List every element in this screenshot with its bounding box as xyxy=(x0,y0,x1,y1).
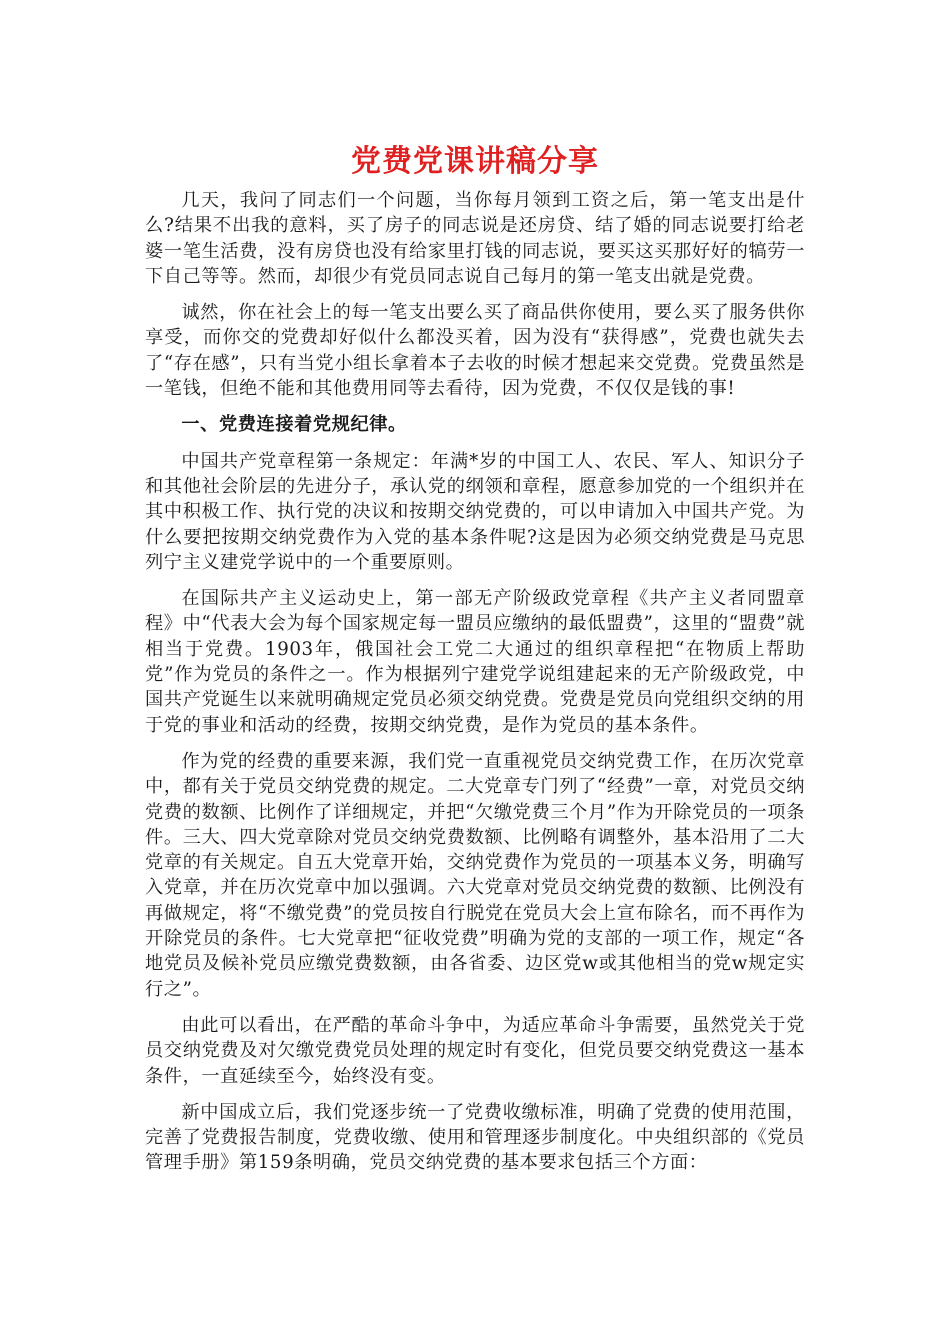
intro-paragraph-1: 几天，我问了同志们一个问题，当你每月领到工资之后，第一笔支出是什么?结果不出我的意料，买了房子的同志说是还房贷、结了婚的同志说要打给老婆一笔生活费，没有房贷也没有给家里打钱的同志说，要买这买那好好的犒劳一下自己等等。然而，却很少有党员同志说自己每月的第一笔支出就是党费。 xyxy=(145,190,805,287)
section-heading: 一、党费连接着党规纪律。 xyxy=(181,414,407,436)
section-paragraph-4: 由此可以看出，在严酷的革命斗争中，为适应革命斗争需要，虽然党关于党员交纳党费及对欠缴党费党员处理的规定时有变化，但党员要交纳党费这一基本条件，一直延续至今，始终没有变。 xyxy=(145,1014,805,1087)
section-paragraph-5: 新中国成立后，我们党逐步统一了党费收缴标准，明确了党费的使用范围，完善了党费报告制度，党费收缴、使用和管理逐步制度化。中央组织部的《党员管理手册》第159条明确，党员交纳党费的基本要求包括三个方面： xyxy=(145,1101,805,1174)
section-paragraph-3: 作为党的经费的重要来源，我们党一直重视党员交纳党费工作，在历次党章中，都有关于党员交纳党费的规定。二大党章专门列了“经费”一章，对党员交纳党费的数额、比例作了详细规定，并把“欠缴党费三个月”作为开除党员的一项条件。三大、四大党章除对党员交纳党费数额、比例略有调整外，基本沿用了二大党章的有关规定。自五大党章开始，交纳党费作为党员的一项基本义务，明确写入党章，并在历次党章中加以强调。六大党章对党员交纳党费的数额、比例没有再做规定，将“不缴党费”的党员按自行脱党在党员大会上宣布除名，而不再作为开除党员的条件。七大党章把“征收党费”明确为党的支部的一项工作，规定“各地党员及候补党员应缴党费数额，由各省委、边区党w或其他相当的党w规定实行之”。 xyxy=(145,750,805,1000)
intro-paragraph-2: 诚然，你在社会上的每一笔支出要么买了商品供你使用，要么买了服务供你享受，而你交的党费却好似什么都没买着，因为没有“获得感”，党费也就失去了“存在感”，只有当党小组长拿着本子去收的时候才想起来交党费。党费虽然是一笔钱，但绝不能和其他费用同等去看待，因为党费，不仅仅是钱的事! xyxy=(145,302,805,400)
document-title: 党费党课讲稿分享 xyxy=(351,144,599,179)
section-paragraph-2: 在国际共产主义运动史上，第一部无产阶级政党章程《共产主义者同盟章程》中“代表大会为每个国家规定每一盟员应缴纳的最低盟费”，这里的“盟费”就相当于党费。1903年，俄国社会工党二大通过的组织章程把“在物质上帮助党”作为党员的条件之一。作为根据列宁建党学说组建起来的无产阶级政党，中国共产党诞生以来就明确规定党员必须交纳党费。党费是党员向党组织交纳的用于党的事业和活动的经费，按期交纳党费，是作为党员的基本条件。 xyxy=(145,588,805,736)
section-paragraph-1: 中国共产党章程第一条规定：年满*岁的中国工人、农民、军人、知识分子和其他社会阶层的先进分子，承认党的纲领和章程，愿意参加党的一个组织并在其中积极工作、执行党的决议和按期交纳党费的，可以申请加入中国共产党。为什么要把按期交纳党费作为入党的基本条件呢?这是因为必须交纳党费是马克思列宁主义建党学说中的一个重要原则。 xyxy=(145,450,805,573)
document-page xyxy=(145,138,805,1187)
